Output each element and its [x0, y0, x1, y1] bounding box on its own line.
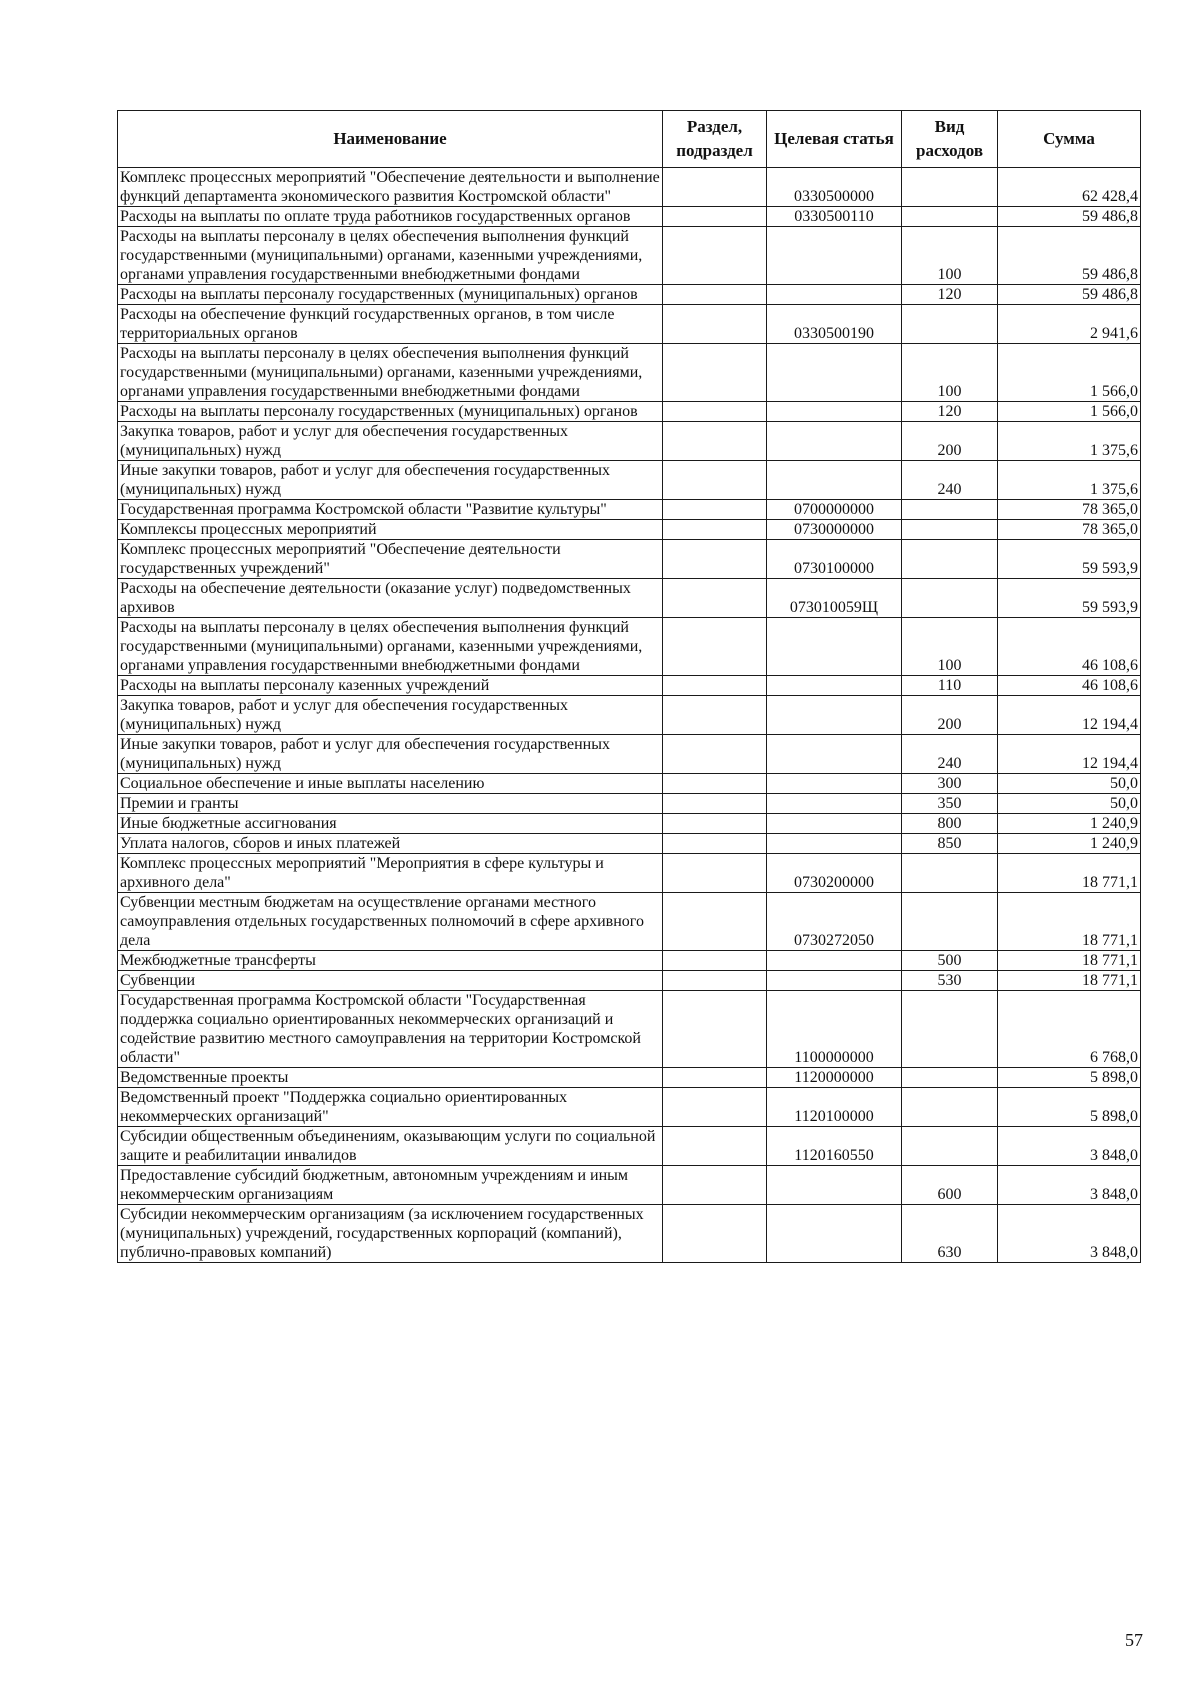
row-name-cell: Закупка товаров, работ и услуг для обеспечения государственных (муниципальных) нужд	[118, 422, 663, 461]
table-row	[118, 1127, 1141, 1166]
row-target-article-cell: 0730100000	[767, 540, 902, 579]
row-target-article-cell: 1100000000	[767, 991, 902, 1068]
row-target-article-cell	[767, 814, 902, 834]
row-target-article-cell	[767, 422, 902, 461]
row-name-cell: Расходы на выплаты персоналу казенных учреждений	[118, 676, 663, 696]
row-section-cell	[663, 1088, 767, 1127]
table-row	[118, 227, 1141, 285]
table-row	[118, 794, 1141, 814]
row-section-cell	[663, 893, 767, 951]
row-expense-type-cell: 240	[902, 461, 998, 500]
row-name-cell: Уплата налогов, сборов и иных платежей	[118, 834, 663, 854]
row-expense-type-cell: 630	[902, 1205, 998, 1263]
row-target-article-cell	[767, 794, 902, 814]
row-section-cell	[663, 1068, 767, 1088]
row-target-article-cell: 0730200000	[767, 854, 902, 893]
row-section-cell	[663, 618, 767, 676]
row-section-cell	[663, 971, 767, 991]
row-section-cell	[663, 1127, 767, 1166]
row-sum-cell: 18 771,1	[998, 951, 1141, 971]
table-row	[118, 1166, 1141, 1205]
row-target-article-cell: 0730000000	[767, 520, 902, 540]
row-name-cell: Расходы на обеспечение функций государственных органов, в том числе территориальных органов	[118, 305, 663, 344]
row-section-cell	[663, 991, 767, 1068]
row-section-cell	[663, 774, 767, 794]
row-name-cell: Иные бюджетные ассигнования	[118, 814, 663, 834]
row-name-cell: Премии и гранты	[118, 794, 663, 814]
row-sum-cell: 50,0	[998, 774, 1141, 794]
row-expense-type-cell: 200	[902, 422, 998, 461]
row-sum-cell: 59 593,9	[998, 579, 1141, 618]
row-sum-cell: 46 108,6	[998, 676, 1141, 696]
row-section-cell	[663, 676, 767, 696]
row-sum-cell: 62 428,4	[998, 168, 1141, 207]
row-sum-cell: 78 365,0	[998, 500, 1141, 520]
row-sum-cell: 1 240,9	[998, 814, 1141, 834]
row-section-cell	[663, 500, 767, 520]
row-expense-type-cell: 200	[902, 696, 998, 735]
table-row	[118, 500, 1141, 520]
row-name-cell: Субвенции	[118, 971, 663, 991]
row-expense-type-cell	[902, 500, 998, 520]
table-row	[118, 991, 1141, 1068]
budget-table	[117, 110, 1141, 1263]
table-row	[118, 893, 1141, 951]
row-target-article-cell	[767, 344, 902, 402]
row-name-cell: Государственная программа Костромской области "Развитие культуры"	[118, 500, 663, 520]
row-expense-type-cell	[902, 207, 998, 227]
row-expense-type-cell	[902, 1088, 998, 1127]
row-section-cell	[663, 461, 767, 500]
row-name-cell: Государственная программа Костромской области "Государственная поддержка социально ориентированных некоммерческих организаций и содействие развитию местного самоуправления на территории Костромской области"	[118, 991, 663, 1068]
row-name-cell: Предоставление субсидий бюджетным, автономным учреждениям и иным некоммерческим организациям	[118, 1166, 663, 1205]
table-row	[118, 207, 1141, 227]
row-expense-type-cell: 120	[902, 402, 998, 422]
row-section-cell	[663, 402, 767, 422]
row-section-cell	[663, 1166, 767, 1205]
table-row	[118, 422, 1141, 461]
row-section-cell	[663, 814, 767, 834]
row-target-article-cell	[767, 618, 902, 676]
table-row	[118, 735, 1141, 774]
row-section-cell	[663, 207, 767, 227]
row-sum-cell: 59 486,8	[998, 207, 1141, 227]
row-target-article-cell: 0330500190	[767, 305, 902, 344]
table-row	[118, 834, 1141, 854]
row-sum-cell: 12 194,4	[998, 696, 1141, 735]
row-target-article-cell	[767, 461, 902, 500]
table-header	[118, 111, 1141, 168]
row-name-cell: Расходы на выплаты персоналу в целях обеспечения выполнения функций государственными (муниципальными) органами, казенными учреждениями, органами управления государственными внебюджетными фондами	[118, 618, 663, 676]
table-row	[118, 540, 1141, 579]
header-target-article: Целевая статья	[767, 111, 902, 168]
table-row	[118, 305, 1141, 344]
row-name-cell: Иные закупки товаров, работ и услуг для обеспечения государственных (муниципальных) нужд	[118, 735, 663, 774]
row-expense-type-cell	[902, 540, 998, 579]
row-expense-type-cell: 530	[902, 971, 998, 991]
row-section-cell	[663, 735, 767, 774]
row-section-cell	[663, 422, 767, 461]
row-sum-cell: 3 848,0	[998, 1166, 1141, 1205]
header-section: Раздел, подраздел	[663, 111, 767, 168]
row-expense-type-cell	[902, 854, 998, 893]
row-sum-cell: 59 486,8	[998, 285, 1141, 305]
header-name: Наименование	[118, 111, 663, 168]
row-expense-type-cell: 100	[902, 344, 998, 402]
row-section-cell	[663, 285, 767, 305]
row-target-article-cell: 1120100000	[767, 1088, 902, 1127]
row-target-article-cell	[767, 774, 902, 794]
row-expense-type-cell	[902, 1068, 998, 1088]
row-name-cell: Субсидии общественным объединениям, оказывающим услуги по социальной защите и реабилитации инвалидов	[118, 1127, 663, 1166]
row-sum-cell: 3 848,0	[998, 1127, 1141, 1166]
page-number: 57	[1125, 1630, 1143, 1650]
row-section-cell	[663, 540, 767, 579]
table-row	[118, 285, 1141, 305]
row-section-cell	[663, 794, 767, 814]
row-expense-type-cell	[902, 579, 998, 618]
row-sum-cell: 18 771,1	[998, 893, 1141, 951]
row-section-cell	[663, 696, 767, 735]
row-target-article-cell: 0730272050	[767, 893, 902, 951]
row-name-cell: Расходы на выплаты по оплате труда работников государственных органов	[118, 207, 663, 227]
table-row	[118, 676, 1141, 696]
row-name-cell: Социальное обеспечение и иные выплаты населению	[118, 774, 663, 794]
row-target-article-cell	[767, 735, 902, 774]
table-row	[118, 168, 1141, 207]
table-row	[118, 971, 1141, 991]
row-target-article-cell	[767, 227, 902, 285]
row-section-cell	[663, 344, 767, 402]
row-sum-cell: 1 566,0	[998, 344, 1141, 402]
row-target-article-cell	[767, 1166, 902, 1205]
row-sum-cell: 1 375,6	[998, 461, 1141, 500]
row-section-cell	[663, 854, 767, 893]
header-row	[118, 111, 1141, 168]
row-section-cell	[663, 834, 767, 854]
row-name-cell: Расходы на выплаты персоналу государственных (муниципальных) органов	[118, 402, 663, 422]
table-row	[118, 520, 1141, 540]
row-expense-type-cell: 100	[902, 618, 998, 676]
row-sum-cell: 1 566,0	[998, 402, 1141, 422]
row-name-cell: Расходы на выплаты персоналу государственных (муниципальных) органов	[118, 285, 663, 305]
row-expense-type-cell: 850	[902, 834, 998, 854]
row-section-cell	[663, 579, 767, 618]
row-sum-cell: 5 898,0	[998, 1068, 1141, 1088]
row-expense-type-cell: 800	[902, 814, 998, 834]
row-name-cell: Комплекс процессных мероприятий "Обеспечение деятельности и выполнение функций департамента экономического развития Костромской области"	[118, 168, 663, 207]
row-name-cell: Комплексы процессных мероприятий	[118, 520, 663, 540]
row-expense-type-cell	[902, 893, 998, 951]
row-target-article-cell	[767, 285, 902, 305]
row-sum-cell: 78 365,0	[998, 520, 1141, 540]
row-sum-cell: 1 375,6	[998, 422, 1141, 461]
row-target-article-cell	[767, 834, 902, 854]
row-expense-type-cell	[902, 168, 998, 207]
row-expense-type-cell: 300	[902, 774, 998, 794]
row-sum-cell: 1 240,9	[998, 834, 1141, 854]
row-name-cell: Закупка товаров, работ и услуг для обеспечения государственных (муниципальных) нужд	[118, 696, 663, 735]
row-target-article-cell: 0330500110	[767, 207, 902, 227]
row-name-cell: Субсидии некоммерческим организациям (за исключением государственных (муниципальных) учреждений, государственных корпораций (компаний), публично-правовых компаний)	[118, 1205, 663, 1263]
row-section-cell	[663, 1205, 767, 1263]
row-target-article-cell: 073010059Щ	[767, 579, 902, 618]
table-row	[118, 814, 1141, 834]
table-row	[118, 579, 1141, 618]
row-sum-cell: 6 768,0	[998, 991, 1141, 1068]
row-name-cell: Расходы на выплаты персоналу в целях обеспечения выполнения функций государственными (муниципальными) органами, казенными учреждениями, органами управления государственными внебюджетными фондами	[118, 227, 663, 285]
row-expense-type-cell	[902, 305, 998, 344]
row-target-article-cell	[767, 696, 902, 735]
table-row	[118, 1068, 1141, 1088]
row-expense-type-cell	[902, 991, 998, 1068]
row-target-article-cell	[767, 402, 902, 422]
row-sum-cell: 5 898,0	[998, 1088, 1141, 1127]
row-section-cell	[663, 305, 767, 344]
row-target-article-cell	[767, 971, 902, 991]
row-sum-cell: 12 194,4	[998, 735, 1141, 774]
row-target-article-cell: 0700000000	[767, 500, 902, 520]
table-row	[118, 1205, 1141, 1263]
header-sum: Сумма	[998, 111, 1141, 168]
row-section-cell	[663, 520, 767, 540]
table-row	[118, 854, 1141, 893]
row-section-cell	[663, 227, 767, 285]
row-sum-cell: 3 848,0	[998, 1205, 1141, 1263]
row-target-article-cell: 1120160550	[767, 1127, 902, 1166]
row-target-article-cell: 0330500000	[767, 168, 902, 207]
row-section-cell	[663, 168, 767, 207]
row-sum-cell: 18 771,1	[998, 971, 1141, 991]
table-row	[118, 402, 1141, 422]
row-section-cell	[663, 951, 767, 971]
row-name-cell: Ведомственные проекты	[118, 1068, 663, 1088]
row-sum-cell: 46 108,6	[998, 618, 1141, 676]
row-expense-type-cell: 600	[902, 1166, 998, 1205]
row-name-cell: Расходы на обеспечение деятельности (оказание услуг) подведомственных архивов	[118, 579, 663, 618]
row-sum-cell: 59 593,9	[998, 540, 1141, 579]
table-row	[118, 1088, 1141, 1127]
row-name-cell: Иные закупки товаров, работ и услуг для обеспечения государственных (муниципальных) нужд	[118, 461, 663, 500]
row-expense-type-cell: 500	[902, 951, 998, 971]
row-expense-type-cell: 110	[902, 676, 998, 696]
row-name-cell: Межбюджетные трансферты	[118, 951, 663, 971]
table-row	[118, 774, 1141, 794]
row-target-article-cell	[767, 1205, 902, 1263]
row-expense-type-cell: 240	[902, 735, 998, 774]
row-target-article-cell	[767, 951, 902, 971]
row-name-cell: Субвенции местным бюджетам на осуществление органами местного самоуправления отдельных государственных полномочий в сфере архивного дела	[118, 893, 663, 951]
row-name-cell: Комплекс процессных мероприятий "Мероприятия в сфере культуры и архивного дела"	[118, 854, 663, 893]
table-row	[118, 696, 1141, 735]
row-expense-type-cell: 120	[902, 285, 998, 305]
table-row	[118, 344, 1141, 402]
row-name-cell: Комплекс процессных мероприятий "Обеспечение деятельности государственных учреждений"	[118, 540, 663, 579]
row-sum-cell: 2 941,6	[998, 305, 1141, 344]
row-sum-cell: 50,0	[998, 794, 1141, 814]
table-row	[118, 461, 1141, 500]
row-target-article-cell	[767, 676, 902, 696]
table-row	[118, 618, 1141, 676]
row-expense-type-cell: 100	[902, 227, 998, 285]
row-sum-cell: 59 486,8	[998, 227, 1141, 285]
row-expense-type-cell: 350	[902, 794, 998, 814]
row-name-cell: Расходы на выплаты персоналу в целях обеспечения выполнения функций государственными (муниципальными) органами, казенными учреждениями, органами управления государственными внебюджетными фондами	[118, 344, 663, 402]
row-sum-cell: 18 771,1	[998, 854, 1141, 893]
row-target-article-cell: 1120000000	[767, 1068, 902, 1088]
row-name-cell: Ведомственный проект "Поддержка социально ориентированных некоммерческих организаций"	[118, 1088, 663, 1127]
table-row	[118, 951, 1141, 971]
row-expense-type-cell	[902, 520, 998, 540]
table-body	[118, 168, 1141, 1263]
header-expense-type: Вид расходов	[902, 111, 998, 168]
row-expense-type-cell	[902, 1127, 998, 1166]
